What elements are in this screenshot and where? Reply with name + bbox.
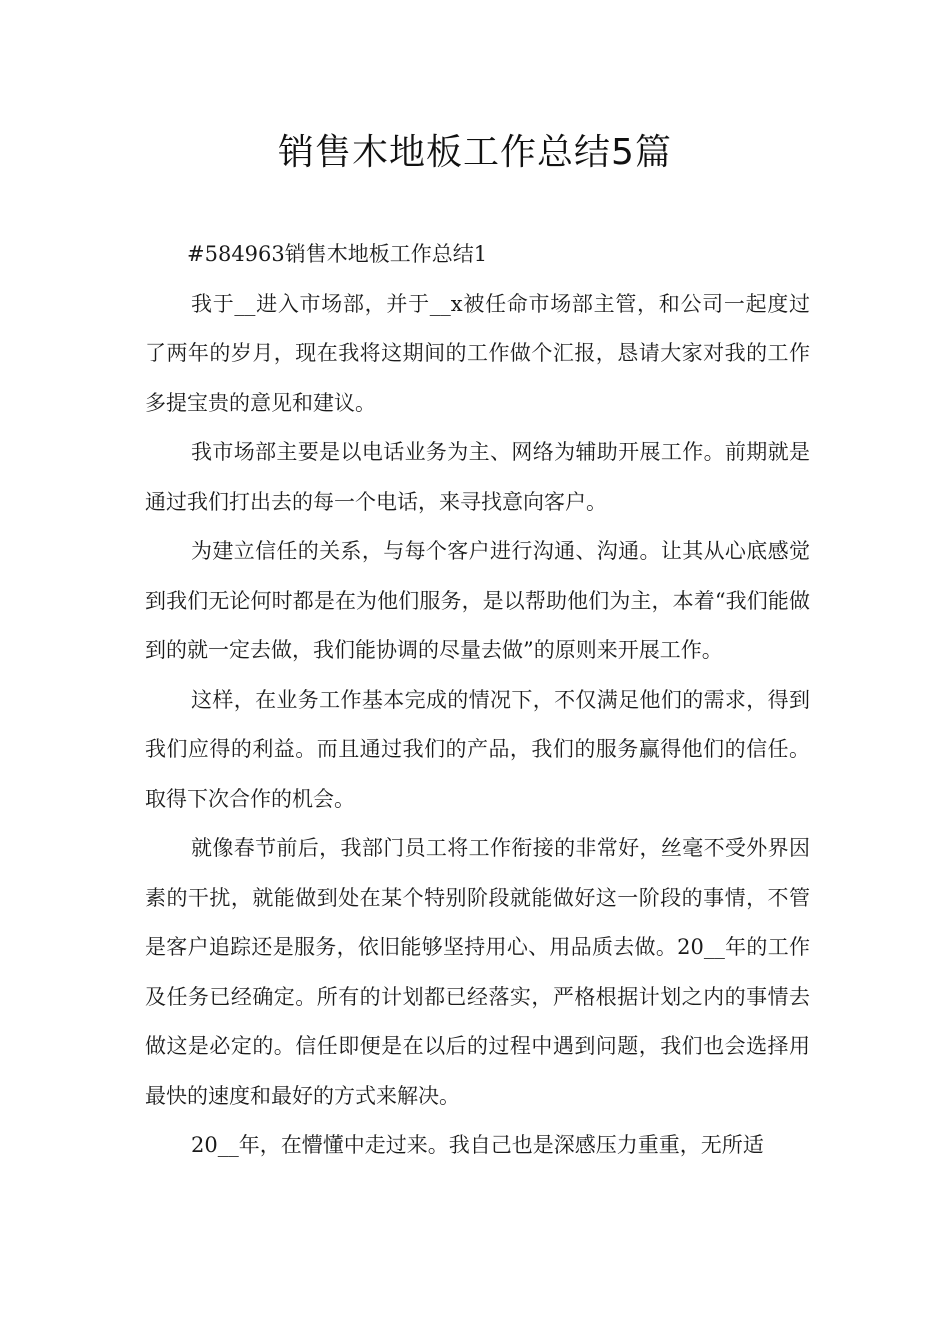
section-heading: #584963销售木地板工作总结1: [187, 242, 488, 266]
document-title: 销售木地板工作总结5篇: [278, 132, 672, 173]
paragraph: 就像春节前后，我部门员工将工作衔接的非常好，丝毫不受外界因素的干扰，就能做到处在某个特别阶段就能做好这一阶段的事情，不管是客户追踪还是服务，依旧能够坚持用心、用品质去做。20__年的工作及任务已经确定。所有的计划都已经落实，严格根据计划之内的事情去做这是必定的。信任即便是在以后的过程中遇到问题，我们也会选择用最快的速度和最好的方式来解决。: [145, 836, 810, 1108]
paragraph: 为建立信任的关系，与每个客户进行沟通、沟通。让其从心底感觉到我们无论何时都是在为他们服务，是以帮助他们为主，本着“我们能做到的就一定去做，我们能协调的尽量去做”的原则来开展工作。: [145, 539, 810, 662]
paragraph: 这样，在业务工作基本完成的情况下，不仅满足他们的需求，得到我们应得的利益。而且通过我们的产品，我们的服务赢得他们的信任。取得下次合作的机会。: [145, 687, 810, 811]
paragraph: 我于__进入市场部，并于__x被任命市场部主管，和公司一起度过了两年的岁月，现在我将这期间的工作做个汇报，恳请大家对我的工作多提宝贵的意见和建议。: [145, 291, 810, 415]
paragraph: 20__年，在懵懂中走过来。我自己也是深感压力重重，无所适: [191, 1133, 764, 1157]
paragraph: 我市场部主要是以电话业务为主、网络为辅助开展工作。前期就是通过我们打出去的每一个电话，来寻找意向客户。: [145, 440, 810, 514]
document-body: [145, 230, 810, 1171]
